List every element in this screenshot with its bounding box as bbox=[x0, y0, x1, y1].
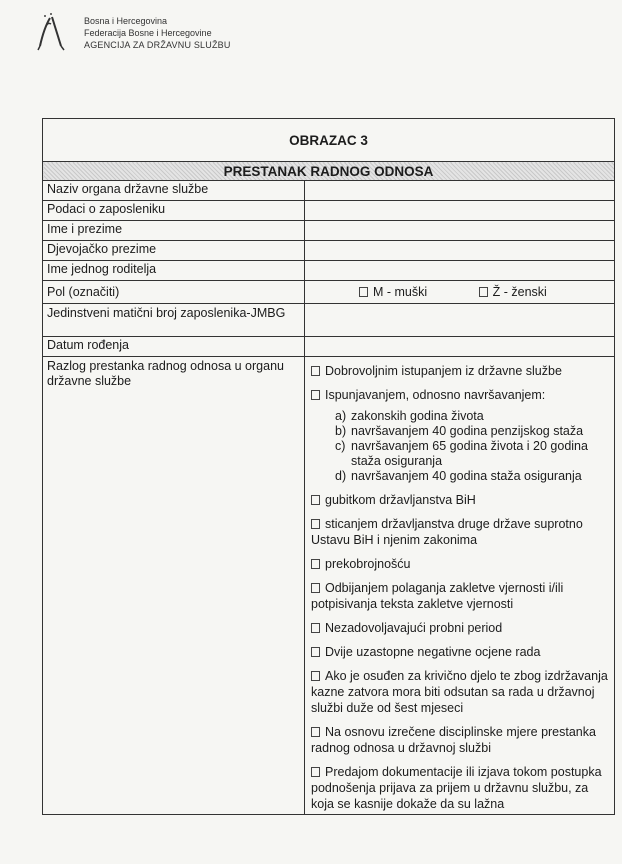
reason-option-oath-refusal[interactable] bbox=[311, 580, 612, 612]
checkbox-icon[interactable] bbox=[311, 623, 320, 633]
termination-form-table bbox=[42, 118, 615, 815]
reason-text: Dobrovoljnim istupanjem iz državne službe bbox=[325, 364, 562, 378]
form-row-jmbg bbox=[43, 304, 615, 337]
reason-option-probation[interactable] bbox=[311, 620, 612, 636]
checkbox-icon[interactable] bbox=[311, 390, 320, 400]
sub-item-text: zakonskih godina života bbox=[351, 409, 484, 423]
form-row bbox=[43, 201, 615, 221]
form-title: OBRAZAC 3 bbox=[43, 119, 615, 162]
form-row bbox=[43, 221, 615, 241]
reason-option-foreign-citizenship[interactable] bbox=[311, 516, 612, 548]
gender-option-male[interactable] bbox=[359, 285, 427, 299]
reason-option-criminal-conviction[interactable] bbox=[311, 668, 612, 716]
form-row bbox=[43, 241, 615, 261]
checkbox-icon[interactable] bbox=[311, 767, 320, 777]
sub-item-letter: d) bbox=[335, 469, 347, 483]
form-row-gender bbox=[43, 281, 615, 304]
gender-option-female[interactable] bbox=[479, 285, 547, 299]
reason-option-negative-ratings[interactable] bbox=[311, 644, 612, 660]
sub-item-letter: b) bbox=[335, 424, 347, 438]
reason-text: Predajom dokumentacije ili izjava tokom postupka podnošenja prijava za prijem u državnu službu, za koja se kasnije dokaže da su lažna bbox=[311, 765, 602, 811]
reason-sub-list bbox=[311, 409, 612, 484]
field-label-organ: Naziv organa državne službe bbox=[43, 181, 305, 201]
reason-sub-item bbox=[335, 424, 612, 439]
reason-text: gubitkom državljanstva BiH bbox=[325, 493, 476, 507]
field-label-birth-date: Datum rođenja bbox=[43, 337, 305, 357]
field-input-employee-data[interactable] bbox=[305, 201, 615, 221]
form-row bbox=[43, 261, 615, 281]
field-label-termination-reason: Razlog prestanka radnog odnosa u organu državne službe bbox=[43, 357, 305, 815]
reason-text: Odbijanjem polaganja zakletve vjernosti i/ili potpisivanja teksta zakletve vjernosti bbox=[311, 581, 564, 611]
reason-text: Nezadovoljavajući probni period bbox=[325, 621, 503, 635]
reason-option-false-documents[interactable] bbox=[311, 764, 612, 812]
field-label-full-name: Ime i prezime bbox=[43, 221, 305, 241]
field-input-jmbg[interactable] bbox=[305, 304, 615, 337]
checkbox-icon[interactable] bbox=[359, 287, 368, 297]
section-heading: PRESTANAK RADNOG ODNOSA bbox=[43, 162, 615, 181]
gender-option-female-label: Ž - ženski bbox=[492, 285, 547, 299]
reason-sub-item bbox=[335, 469, 612, 484]
checkbox-icon[interactable] bbox=[311, 583, 320, 593]
checkbox-icon[interactable] bbox=[311, 495, 320, 505]
termination-reason-options bbox=[305, 357, 615, 815]
checkbox-icon[interactable] bbox=[311, 647, 320, 657]
reason-option-citizenship-loss[interactable] bbox=[311, 492, 612, 508]
field-label-jmbg: Jedinstveni matični broj zaposlenika-JMBG bbox=[43, 304, 305, 337]
checkbox-icon[interactable] bbox=[311, 559, 320, 569]
field-input-maiden-name[interactable] bbox=[305, 241, 615, 261]
form-row bbox=[43, 181, 615, 201]
reason-option-redundancy[interactable] bbox=[311, 556, 612, 572]
form-row-reasons bbox=[43, 357, 615, 815]
sub-item-text: navršavanjem 40 godina penzijskog staža bbox=[351, 424, 584, 438]
field-label-gender: Pol (označiti) bbox=[43, 281, 305, 304]
issuer-line-country: Bosna i Hercegovina bbox=[84, 16, 168, 26]
checkbox-icon[interactable] bbox=[311, 366, 320, 376]
field-input-organ[interactable] bbox=[305, 181, 615, 201]
form-row bbox=[43, 337, 615, 357]
checkbox-icon[interactable] bbox=[311, 519, 320, 529]
reason-sub-item bbox=[335, 439, 612, 469]
reason-text: Na osnovu izrečene disciplinske mjere prestanka radnog odnosa u državnoj službi bbox=[311, 725, 596, 755]
field-label-maiden-name: Djevojačko prezime bbox=[43, 241, 305, 261]
field-label-parent-name: Ime jednog roditelja bbox=[43, 261, 305, 281]
reason-text: sticanjem državljanstva druge države suprotno Ustavu BiH i njenim zakonima bbox=[311, 517, 583, 547]
sub-item-letter: c) bbox=[335, 439, 346, 453]
reason-option-voluntary[interactable] bbox=[311, 363, 612, 379]
checkbox-icon[interactable] bbox=[479, 287, 488, 297]
gender-option-male-label: M - muški bbox=[373, 285, 428, 299]
reason-text: prekobrojnošću bbox=[325, 557, 411, 571]
checkbox-icon[interactable] bbox=[311, 727, 320, 737]
field-input-birth-date[interactable] bbox=[305, 337, 615, 357]
agency-emblem-icon bbox=[34, 12, 78, 56]
sub-item-letter: a) bbox=[335, 409, 347, 423]
reason-option-disciplinary[interactable] bbox=[311, 724, 612, 756]
field-input-full-name[interactable] bbox=[305, 221, 615, 241]
field-input-parent-name[interactable] bbox=[305, 261, 615, 281]
sub-item-text: navršavanjem 40 godina staža osiguranja bbox=[351, 469, 582, 483]
issuer-line-federation: Federacija Bosne i Hercegovine bbox=[84, 28, 212, 38]
reason-text: Ako je osuđen za krivično djelo te zbog izdržavanja kazne zatvora mora biti odsutan sa rada u državnoj službi duže od šest mjeseci bbox=[311, 669, 608, 715]
sub-item-text: navršavanjem 65 godina života i 20 godina staža osiguranja bbox=[351, 439, 588, 468]
reason-sub-item bbox=[335, 409, 612, 424]
field-label-employee-data: Podaci o zaposleniku bbox=[43, 201, 305, 221]
issuer-line-agency: AGENCIJA ZA DRŽAVNU SLUŽBU bbox=[84, 40, 231, 50]
reason-text: Ispunjavanjem, odnosno navršavanjem: bbox=[325, 388, 546, 402]
reason-text: Dvije uzastopne negativne ocjene rada bbox=[325, 645, 541, 659]
issuer-text bbox=[84, 15, 231, 51]
reason-option-fulfillment[interactable] bbox=[311, 387, 612, 484]
checkbox-icon[interactable] bbox=[311, 671, 320, 681]
